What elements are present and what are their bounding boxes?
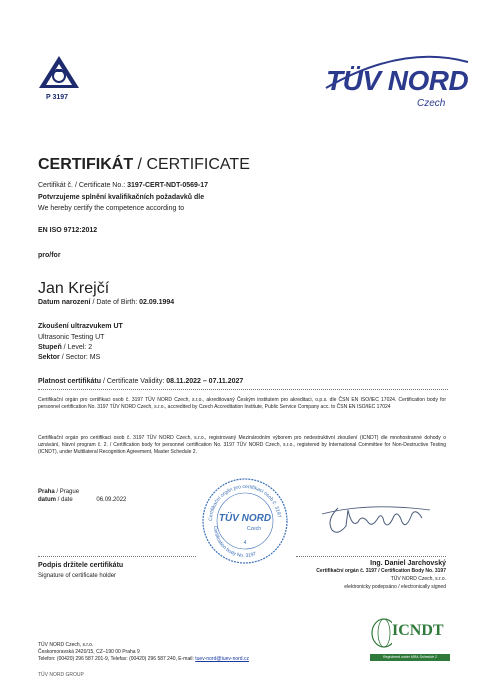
stamp-num: 4 — [243, 540, 247, 546]
accreditation-paragraph: Certifikační orgán pro certifikaci osob č. 3197 TÜV NORD Czech, s.r.o., akreditovaný Českým institutem pro akreditaci, o.p.s. dle ČSN EN ISO/IEC 17024. Certification body for personnel certification No. 3197 TÜV NORD Czech, s.r.o., accredited by Czech Accreditation Institute, Public Service Company acc. to ČSN EN ISO/IEC 17024 — [38, 397, 446, 410]
level-label: Stupeň — [38, 344, 62, 351]
title-slash: / CERTIFICATE — [133, 156, 250, 173]
confirm-en: We hereby certify the competence according to — [38, 205, 185, 212]
brand-name: TÜV NORD — [326, 65, 469, 96]
seal-number: P 3197 — [46, 94, 69, 101]
sector — [38, 353, 100, 362]
standard: EN ISO 9712:2012 — [38, 227, 98, 234]
dob-label: Datum narození — [38, 299, 91, 306]
stamp-brand: TÜV NORD — [218, 513, 272, 524]
icndt-name: ICNDT — [392, 622, 444, 639]
signer-line1 — [266, 568, 446, 575]
title-main: CERTIFIKÁT — [38, 156, 134, 173]
signer-name: Ing. Daniel Jarchovský — [370, 560, 446, 567]
stamp-circle-icon — [200, 476, 290, 566]
method-en: Ultrasonic Testing UT — [38, 334, 105, 341]
stamp-sub: Czech — [246, 526, 262, 532]
official-stamp — [200, 476, 290, 566]
seal-logo — [38, 55, 80, 95]
cert-label: Certifikát č. / Certificate No.: — [38, 182, 128, 189]
signature-scribble-icon — [318, 500, 438, 540]
level — [38, 343, 92, 352]
validity-label: Platnost certifikátu — [38, 378, 102, 385]
holder-signature-title: Podpis držitele certifikátu — [38, 562, 124, 569]
place — [38, 488, 79, 496]
stamp-top-text: Certifikační orgán pro certifikaci osob č. 3197 — [207, 483, 282, 522]
dob-value: 02.09.1994 — [139, 299, 175, 306]
cert-value: 3197-CERT-NDT-0569-17 — [127, 182, 209, 189]
signer-line2: TÜV NORD Czech, s.r.o. — [390, 576, 446, 582]
place-label: Praha — [38, 489, 55, 495]
stamp-bottom-text: Certification body No. 3197 — [211, 525, 258, 560]
date-rest: / date — [56, 497, 73, 503]
sector-label: Sektor — [38, 354, 60, 361]
validity-rest: / Certificate Validity: — [101, 378, 167, 385]
level-rest: / Level: 2 — [61, 344, 93, 351]
date-label: datum — [38, 497, 56, 503]
footer-email-link[interactable]: tuev-nord@tuev-nord.cz — [195, 656, 249, 662]
footer-group: TÜV NORD GROUP — [38, 672, 84, 678]
icndt-paragraph: Certifikační orgán pro certifikaci osob č. 3197 TÜV NORD Czech, s.r.o., registrovaný Mezinárodním výborem pro nedestruktivní zkoušení (ICNDT) dle mnohostranné dohody o uznávání, hlavní program č. 2. / Certification body for personnel certification No. 3197 TÜV NORD Czech, s.r.o., registered by International Committee for Non-Destructive Testing (ICNDT), under Multilateral Recognition Agreement, Master Schedule 2. — [38, 435, 446, 455]
holder-signature-sub: Signature of certificate holder — [38, 573, 117, 579]
validity-value: 08.11.2022 – 07.11.2027 — [166, 378, 244, 385]
certificate-number — [38, 181, 208, 190]
brand-sub: Czech — [417, 98, 446, 109]
icndt-logo — [370, 618, 450, 662]
footer-contact — [38, 656, 249, 663]
date-of-birth — [38, 298, 174, 307]
issue-date — [38, 496, 126, 504]
seal-triangle-icon — [38, 55, 80, 89]
footer-address: Českomoravská 2420/15, CZ–190 00 Praha 9 — [38, 649, 140, 655]
page-title — [38, 155, 250, 175]
signer-line — [296, 556, 446, 557]
sector-rest: / Sector: MS — [59, 354, 101, 361]
dob-sep: / Date of Birth: — [90, 299, 140, 306]
pro-for: pro/for — [38, 252, 61, 259]
icndt-banner: Registered under MRA Schedule 2 — [370, 654, 450, 661]
place-rest: / Prague — [54, 489, 80, 495]
validity-divider — [38, 389, 448, 390]
signer-line1-text: Certifikační orgán č. 3197 / Certification Body No. 3197 — [316, 568, 446, 574]
brand-logo — [322, 52, 472, 112]
icndt-globe-icon — [370, 618, 392, 648]
confirm-cz: Potvrzujeme splnění kvalifikačních požadavků dle — [38, 194, 205, 201]
date-value: 06.09.2022 — [96, 497, 127, 503]
footer-phone: Telefon: (00420) 296 587 201-9, Telefax: (00420) 296 587 240, E-mail: — [38, 656, 196, 662]
signer-line3: elektronicky podepsáno / electronically signed — [344, 584, 446, 590]
footer-company: TÜV NORD Czech, s.r.o. — [38, 642, 94, 648]
holder-signature-line — [38, 556, 196, 557]
method-cz: Zkoušení ultrazvukem UT — [38, 323, 123, 330]
signature-image — [318, 500, 438, 540]
holder-name: Jan Krejčí — [38, 280, 110, 297]
validity — [38, 377, 243, 386]
